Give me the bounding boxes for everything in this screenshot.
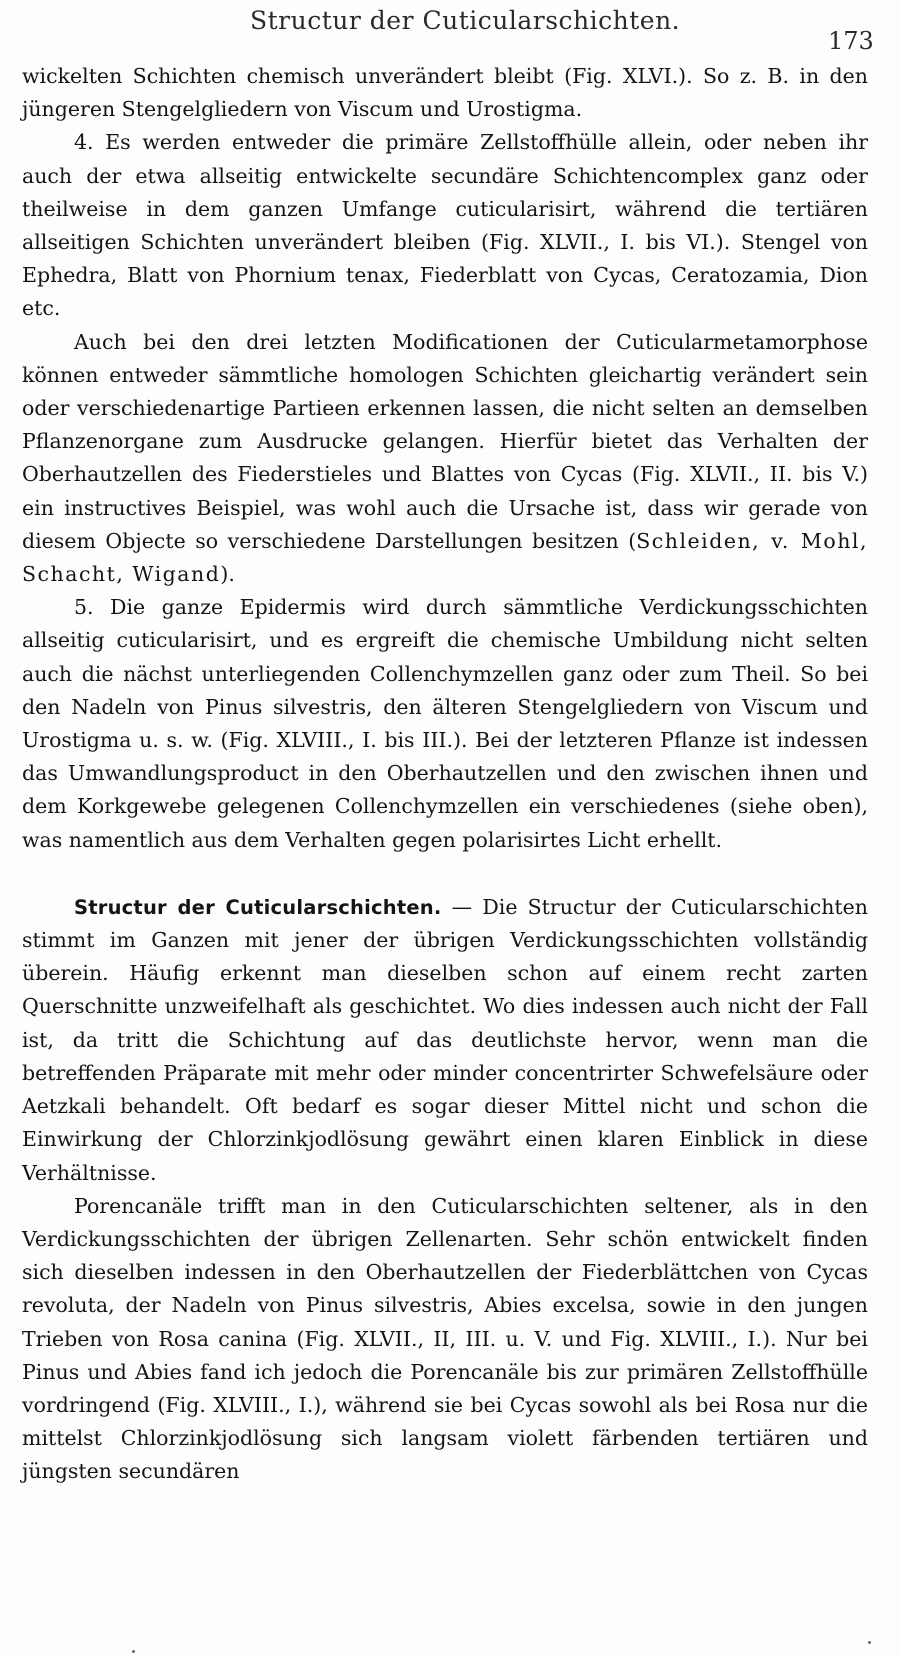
paragraph-text: Porencanäle trifft man in den Cuticularschichten seltener, als in den Verdickungsschichten der übrigen Zellenarten. Sehr schön entwickelt finden sich dieselben indessen in den Oberhautzellen der Fiederblättchen von Cycas revoluta, der Nadeln von Pinus silvestris, Abies excelsa, sowie in den jungen Trieben von Rosa canina (Fig. XLVII., II, III. u. V. und Fig. XLVIII., I.). Nur bei Pinus und Abies fand ich jedoch die Porencanäle bis zur primären Zellstoffhülle vordringend (Fig. XLVIII., I.), während sie bei Cycas sowohl als bei Rosa nur die mittelst Chlorzinkjodlösung sich langsam violett färbenden tertiären und jüngsten secundären <box>22 1193 868 1484</box>
paragraph-text: wickelten Schichten chemisch unverändert bleibt (Fig. XLVI.). So z. B. in den jüngeren Stengelgliedern von Viscum und Urostigma. <box>22 64 868 122</box>
paragraph-modifications <box>22 326 868 592</box>
paragraph-text: 4. Es werden entweder die primäre Zellstoffhülle allein, oder neben ihr auch der etwa allseitig entwickelte secundäre Schichtencomplex ganz oder theilweise in dem ganzen Umfange cuticularisirt, während die tertiären allseitigen Schichten unverändert bleiben (Fig. XLVII., I. bis VI.). Stengel von Ephedra, Blatt von Phornium tenax, Fiederblatt von Cycas, Ceratozamia, Dion etc. <box>22 130 868 321</box>
paragraph-text: — Die Structur der Cuticularschichten stimmt im Ganzen mit jener der übrigen Verdickungsschichten vollständig überein. Häufig erkennt man dieselben schon auf einem recht zarten Querschnitte unzweifelhaft als geschichtet. Wo dies indessen auch nicht der Fall ist, da tritt die Schichtung auf das deutlichste hervor, wenn man die betreffenden Präparate mit mehr oder minder concentrirter Schwefelsäure oder Aetzkali behandelt. Oft bedarf es sogar dieser Mittel nicht und schon die Einwirkung der Chlorzinkjodlösung gewährt einen klaren Einblick in diese Verhältnisse. <box>22 894 869 1185</box>
paragraph-item-4 <box>22 126 868 325</box>
running-head: Structur der Cuticularschichten. <box>250 6 681 35</box>
paragraph-porencanaele <box>22 1190 868 1489</box>
paragraph-structure <box>22 891 868 1190</box>
cited-authors: Schleiden, v. Mohl, Schacht, Wigand <box>22 528 868 587</box>
scan-speck <box>132 1650 135 1653</box>
paragraph-text: 5. Die ganze Epidermis wird durch sämmtliche Verdickungsschichten allseitig cuticularisirt, und es ergreift die chemische Umbildung nicht selten auch die nächst unterliegenden Collenchymzellen ganz oder zum Theil. So bei den Nadeln von Pinus silvestris, den älteren Stengelgliedern von Viscum und Urostigma u. s. w. (Fig. XLVIII., I. bis III.). Bei der letzteren Pflanze ist indessen das Umwandlungsproduct in den Oberhautzellen und den zwischen ihnen und dem Korkgewebe gelegenen Collenchymzellen ein verschiedenes (siehe oben), was namentlich aus dem Verhalten gegen polarisirtes Licht erhellt. <box>22 595 868 852</box>
paragraph-continuation <box>22 60 868 126</box>
page-number: 173 <box>828 27 874 55</box>
body-text <box>22 60 868 1489</box>
scan-speck <box>868 1641 871 1644</box>
paragraph-text: Auch bei den drei letzten Modificationen der Cuticularmetamorphose können entweder sämmtliche homologen Schichten gleichartig verändert sein oder verschiedenartige Partieen erkennen lassen, die nicht selten an demselben Pflanzenorgane zum Ausdrucke gelangen. Hierfür bietet das Verhalten der Oberhautzellen des Fiederstieles und Blattes von Cycas (Fig. XLVII., II. bis V.) ein instructives Beispiel, was wohl auch die Ursache ist, dass wir gerade von diesem Objecte so verschiedene Darstellungen besitzen ( <box>22 329 868 553</box>
paragraph-item-5 <box>22 591 868 857</box>
section-heading: Structur der Cuticularschichten. <box>74 895 442 919</box>
paragraph-text-end: ). <box>220 562 235 587</box>
